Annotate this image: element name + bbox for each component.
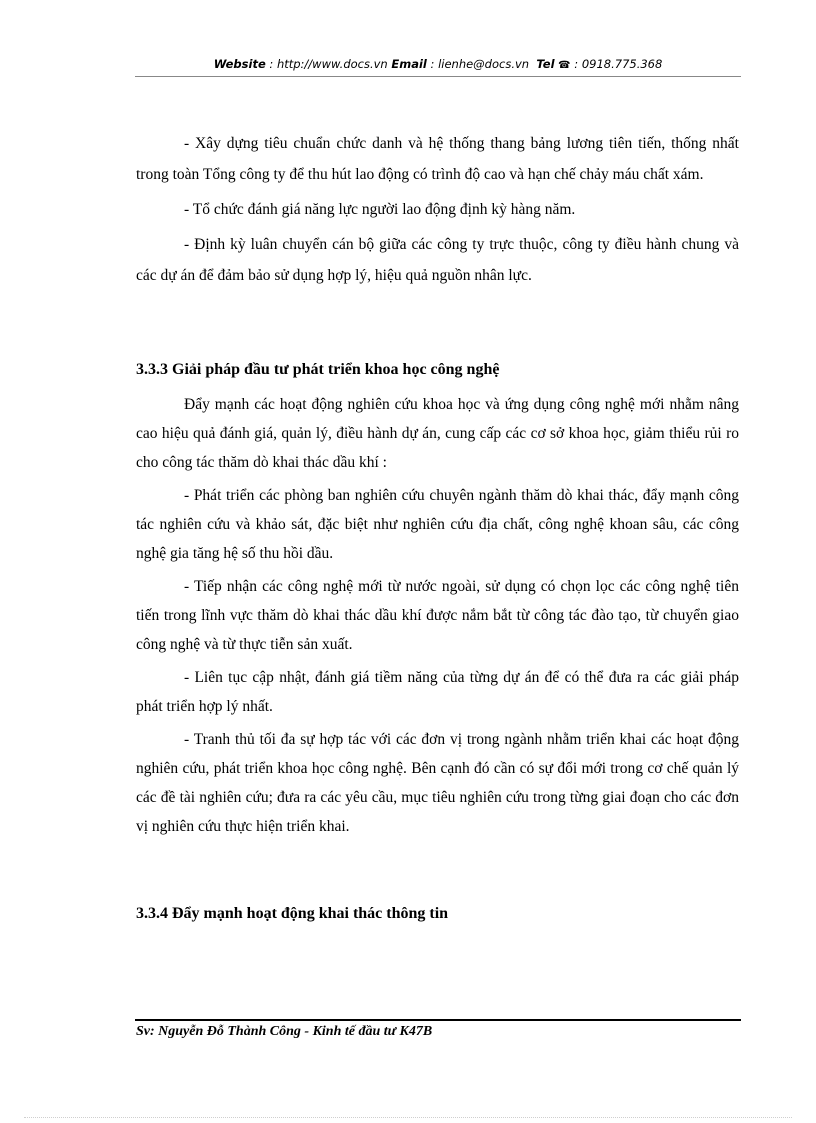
paragraph: Đẩy mạnh các hoạt động nghiên cứu khoa học và ứng dụng công nghệ mới nhằm nâng cao hiệu quả đánh giá, quản lý, điều hành dự án, cung cấp các cơ sở khoa học, giảm thiểu rủi ro cho công tác thăm dò khai thác dầu khí : <box>136 396 739 471</box>
email-address[interactable]: lienhe@docs.vn <box>438 57 530 71</box>
footer-divider <box>135 1019 741 1021</box>
paragraph: - Xây dựng tiêu chuẩn chức danh và hệ thống thang bảng lương tiên tiến, thống nhất trong toàn Tổng công ty để thu hút lao động có trình độ cao và hạn chế chảy máu chất xám. <box>136 135 739 183</box>
paragraph: - Liên tục cập nhật, đánh giá tiềm năng của từng dự án để có thể đưa ra các giải pháp phát triển hợp lý nhất. <box>136 669 739 715</box>
paragraph: - Tổ chức đánh giá năng lực người lao động định kỳ hàng năm. <box>184 201 576 218</box>
website-label: Website <box>213 57 266 71</box>
website-separator: : <box>265 57 277 71</box>
page-header <box>135 57 741 71</box>
section-heading-3-3-3: 3.3.3 Giải pháp đầu tư phát triển khoa học công nghệ <box>136 361 500 378</box>
intro-block <box>136 128 739 291</box>
header-divider <box>135 76 741 77</box>
paragraph: - Định kỳ luân chuyển cán bộ giữa các công ty trực thuộc, công ty điều hành chung và các dự án để đảm bảo sử dụng hợp lý, hiệu quả nguồn nhân lực. <box>136 236 739 284</box>
email-label: Email <box>391 57 427 71</box>
section-heading-3-3-4: 3.3.4 Đẩy mạnh hoạt động khai thác thông tin <box>136 905 449 922</box>
page-bottom-border <box>24 1117 792 1118</box>
paragraph: - Tranh thủ tối đa sự hợp tác với các đơn vị trong ngành nhằm triển khai các hoạt động nghiên cứu, phát triển khoa học công nghệ. Bên cạnh đó cần có sự đổi mới trong cơ chế quản lý các đề tài nghiên cứu; đưa ra các yêu cầu, mục tiêu nghiên cứu trong từng giai đoạn cho các đơn vị nghiên cứu thực hiện triển khai. <box>136 731 739 835</box>
phone-icon: ☎ <box>558 60 571 71</box>
email-separator: : <box>426 57 439 71</box>
website-url[interactable]: http://www.docs.vn <box>276 57 388 71</box>
page-footer: Sv: Nguyễn Đỗ Thành Công - Kinh tế đầu tư K47B <box>136 1024 433 1039</box>
section-3-3-3-body <box>136 390 739 841</box>
tel-separator: : <box>570 57 582 71</box>
tel-label: Tel <box>536 57 555 71</box>
paragraph: - Phát triển các phòng ban nghiên cứu chuyên ngành thăm dò khai thác, đẩy mạnh công tác nghiên cứu và khảo sát, đặc biệt như nghiên cứu địa chất, công nghệ khoan sâu, các công nghệ gia tăng hệ số thu hồi dầu. <box>136 487 739 562</box>
tel-number: 0918.775.368 <box>581 57 663 71</box>
paragraph: - Tiếp nhận các công nghệ mới từ nước ngoài, sử dụng có chọn lọc các công nghệ tiên tiến trong lĩnh vực thăm dò khai thác dầu khí được nắm bắt từ công tác đào tạo, từ chuyển giao công nghệ và từ thực tiễn sản xuất. <box>136 578 739 653</box>
